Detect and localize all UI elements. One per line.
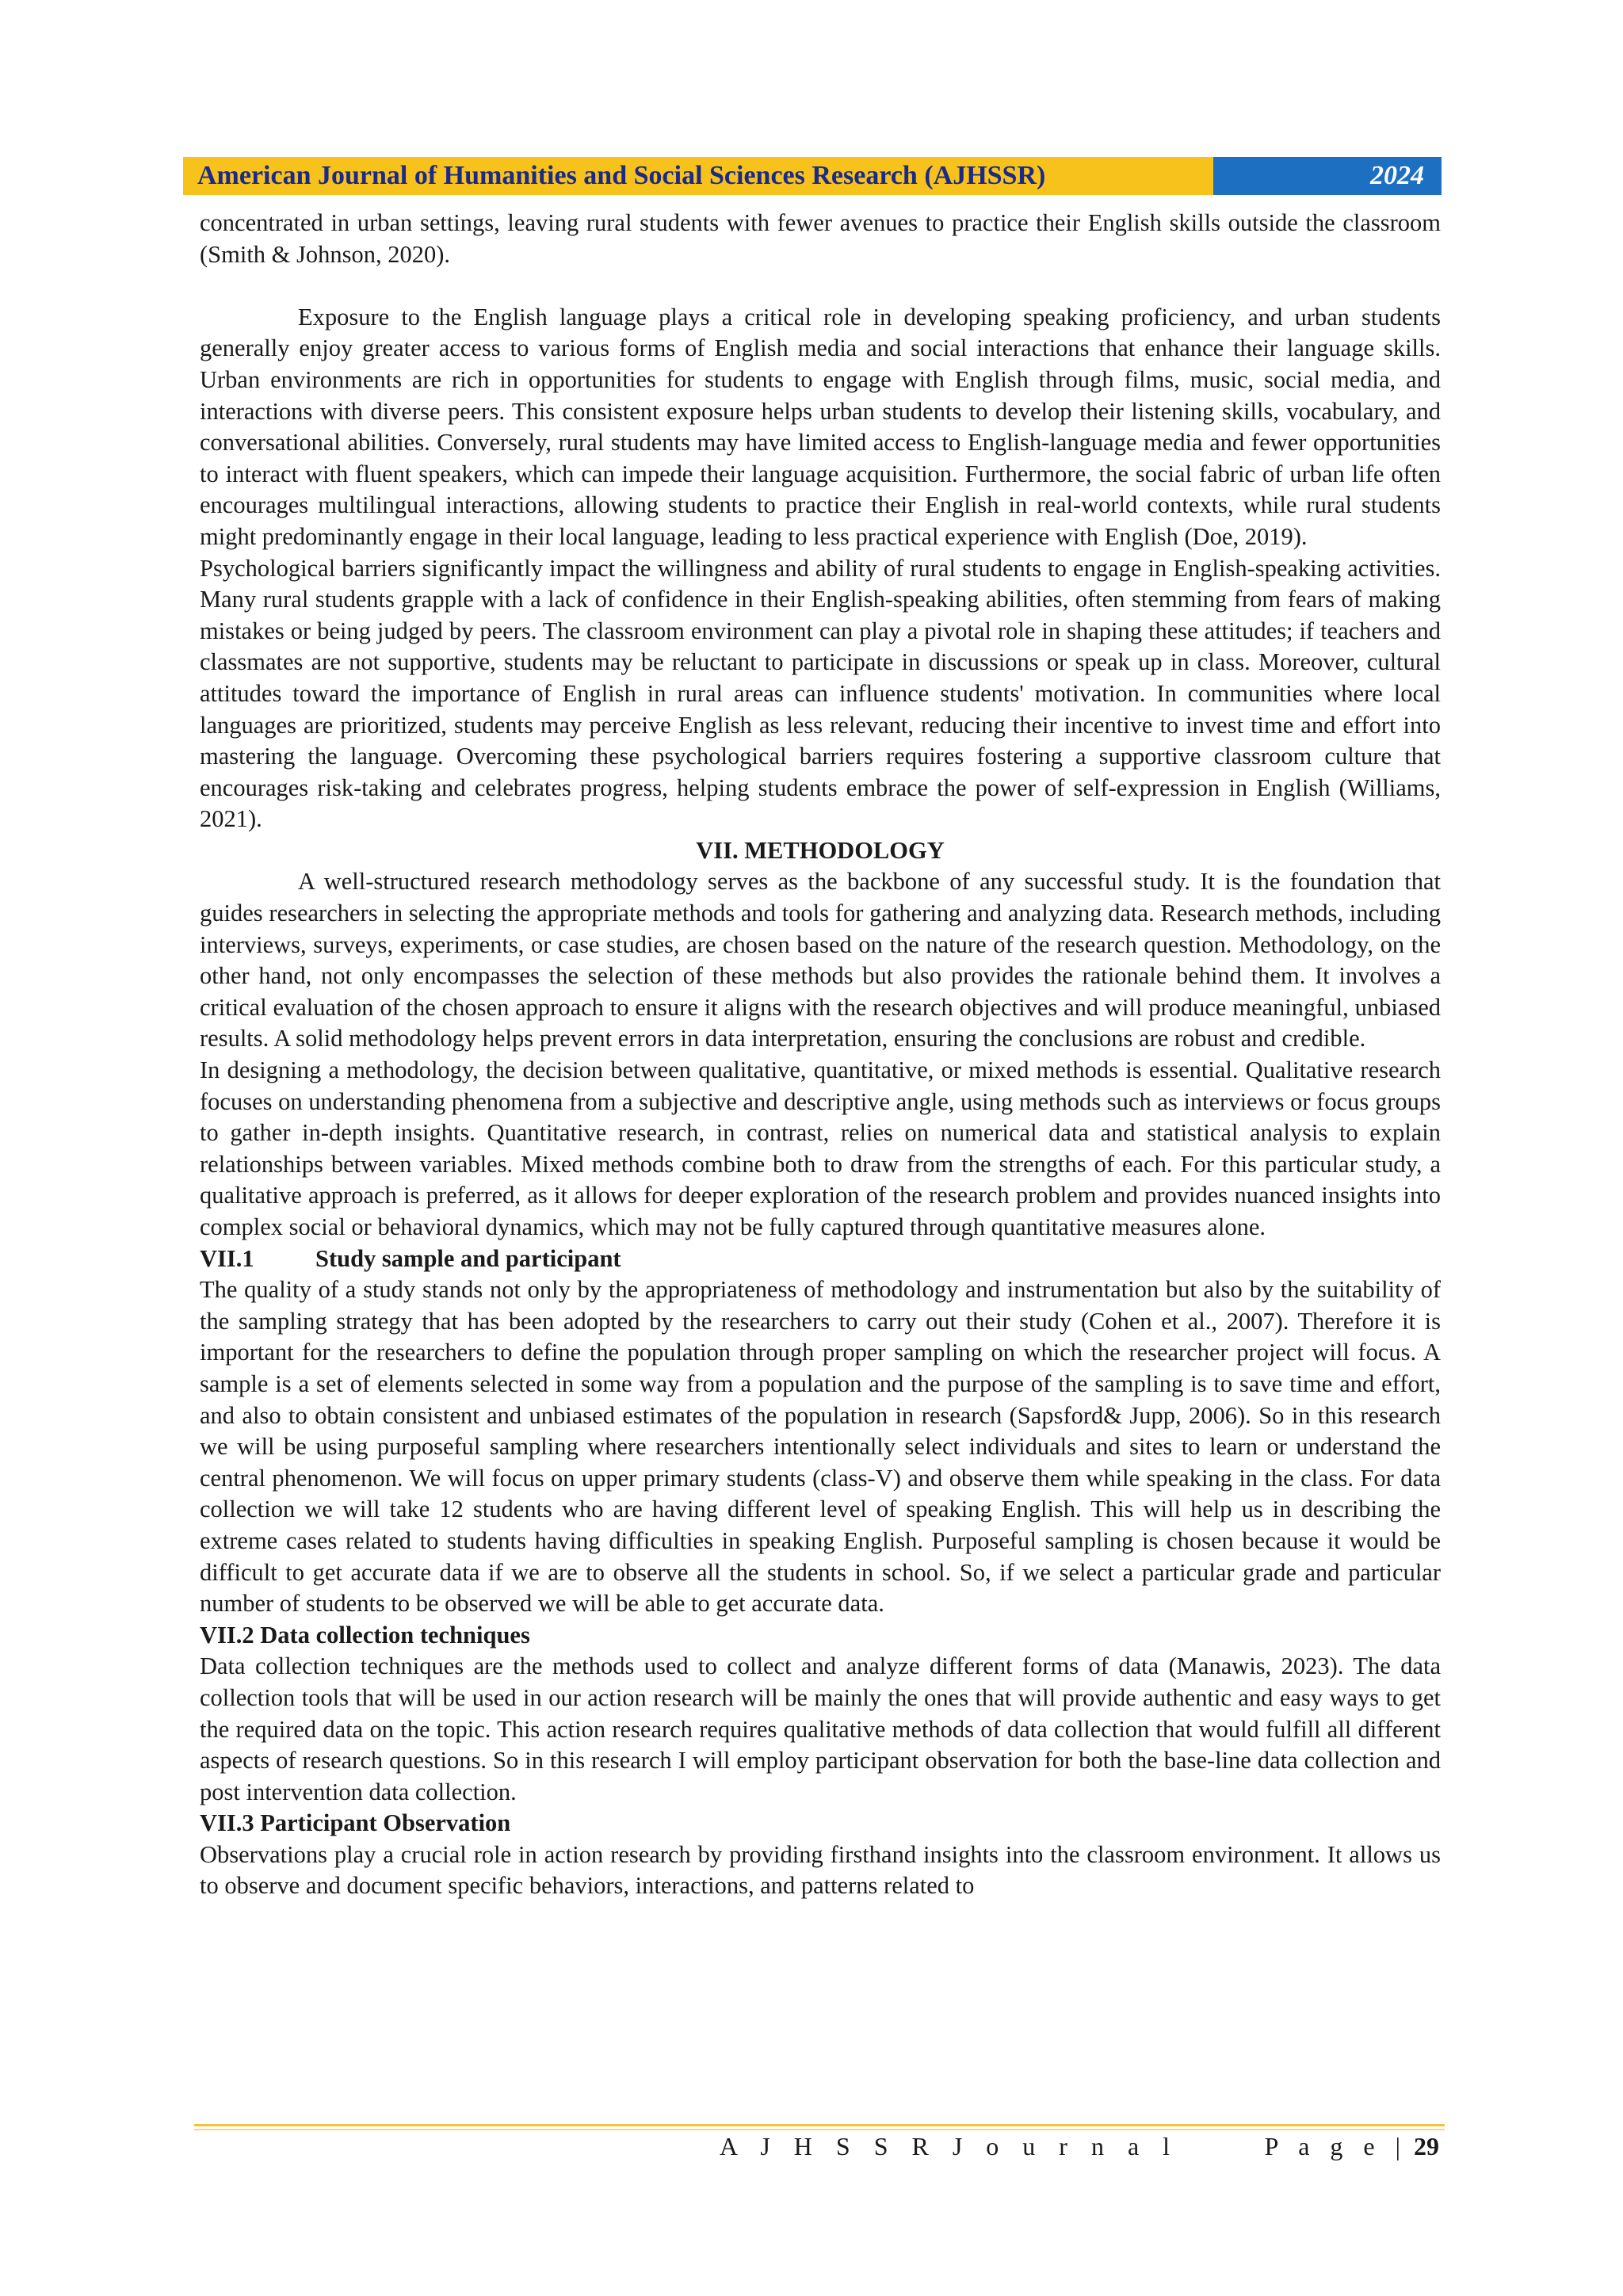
page-body [200,208,1441,1902]
journal-header [183,157,1442,195]
publication-year: 2024 [1213,157,1442,195]
paragraph: Psychological barriers significantly impact the willingness and ability of rural students to engage in English-speaking activities. Many rural students grapple with a lack of confidence in their English-speaking abilities, often stemming from fears of making mistakes or being judged by peers. The classroom environment can play a pivotal role in shaping these attitudes; if teachers and classmates are not supportive, students may be reluctant to participate in discussions or speak up in class. Moreover, cultural attitudes toward the importance of English in rural areas can influence students' motivation. In communities where local languages are prioritized, students may perceive English as less relevant, reducing their incentive to invest time and effort into mastering the language. Overcoming these psychological barriers requires fostering a supportive classroom culture that encourages risk-taking and celebrates progress, helping students embrace the power of self-expression in English (Williams, 2021). [200,554,1441,833]
page-number: 29 [1414,2132,1439,2160]
paragraph: Data collection techniques are the methods used to collect and analyze different forms of data (Manawis, 2023). The data collection tools that will be used in our action research will be mainly the ones that will provide authentic and easy ways to get the required data on the topic. This action research requires qualitative methods of data collection that would fulfill all different aspects of research questions. So in this research I will employ participant observation for both the base-line data collection and post intervention data collection. [200,1652,1441,1805]
paragraph: A well-structured research methodology serves as the backbone of any successful study. It is the foundation that guides researchers in selecting the appropriate methods and tools for gathering and analyzing data. Research methods, including interviews, surveys, experiments, or case studies, are chosen based on the nature of the research question. Methodology, on the other hand, not only encompasses the selection of these methods but also provides the rationale behind them. It involves a critical evaluation of the chosen approach to ensure it aligns with the research objectives and will produce meaningful, unbiased results. A solid methodology helps prevent errors in data interpretation, ensuring the conclusions are robust and credible. [200,868,1441,1052]
section-heading: VII. METHODOLOGY [696,836,945,864]
subsection-heading [200,1244,1441,1275]
paragraph: The quality of a study stands not only by the appropriateness of methodology and instrumentation but also by the suitability of the sampling strategy that has been adopted by the researchers to carry out their study (Cohen et al., 2007). Therefore it is important for the researchers to define the population through proper sampling on which the researcher project will focus. A sample is a set of elements selected in some way from a population and the purpose of the sampling is to save time and effort, and also to obtain consistent and unbiased estimates of the population in research (Sapsford& Jupp, 2006). So in this research we will be using purposeful sampling where researchers intentionally select individuals and sites to learn or understand the central phenomenon. We will focus on upper primary students (class-V) and observe them while speaking in the class. For data collection we will take 12 students who are having different level of speaking English. This will help us in describing the extreme cases related to students having difficulties in speaking English. Purposeful sampling is chosen because it would be difficult to get accurate data if we are to observe all the students in school. So, if we select a particular grade and particular number of students to be observed we will be able to get accurate data. [200,1276,1441,1618]
footer-journal-name: A J H S S R J o u r n a l [720,2132,1179,2160]
paragraph: concentrated in urban settings, leaving rural students with fewer avenues to practice their English skills outside the classroom (Smith & Johnson, 2020). [200,209,1441,268]
paragraph-spacer [200,270,1441,302]
page-label: P a g e | [1264,2132,1407,2160]
journal-title: American Journal of Humanities and Social Sciences Research (AJHSSR) [183,157,1213,195]
subsection-number: VII.1 [200,1244,254,1272]
footer-divider [194,2124,1445,2126]
paragraph: Observations play a crucial role in action research by providing firsthand insights into the classroom environment. It allows us to observe and document specific behaviors, interactions, and patterns related to [200,1840,1441,1900]
subsection-heading: VII.3 Participant Observation [200,1809,511,1837]
footer-page-number [1265,2132,1439,2161]
paragraph: Exposure to the English language plays a critical role in developing speaking proficiency, and urban students generally enjoy greater access to various forms of English media and social interactions that enhance their language skills. Urban environments are rich in opportunities for students to engage with English through films, music, social media, and interactions with diverse peers. This consistent exposure helps urban students to develop their listening skills, vocabulary, and conversational abilities. Conversely, rural students may have limited access to English-language media and fewer opportunities to interact with fluent speakers, which can impede their language acquisition. Furthermore, the social fabric of urban life often encourages multilingual interactions, allowing students to practice their English in real-world contexts, while rural students might predominantly engage in their local language, leading to less practical experience with English (Doe, 2019). [200,303,1441,550]
footer-divider-secondary [194,2129,1445,2130]
subsection-title: Study sample and participant [315,1244,621,1272]
subsection-heading: VII.2 Data collection techniques [200,1621,530,1648]
paragraph: In designing a methodology, the decision between qualitative, quantitative, or mixed methods is essential. Qualitative research focuses on understanding phenomena from a subjective and descriptive angle, using methods such as interviews or focus groups to gather in-depth insights. Quantitative research, in contrast, relies on numerical data and statistical analysis to explain relationships between variables. Mixed methods combine both to draw from the strengths of each. For this particular study, a qualitative approach is preferred, as it allows for deeper exploration of the research problem and provides nuanced insights into complex social or behavioral dynamics, which may not be fully captured through quantitative measures alone. [200,1056,1441,1240]
